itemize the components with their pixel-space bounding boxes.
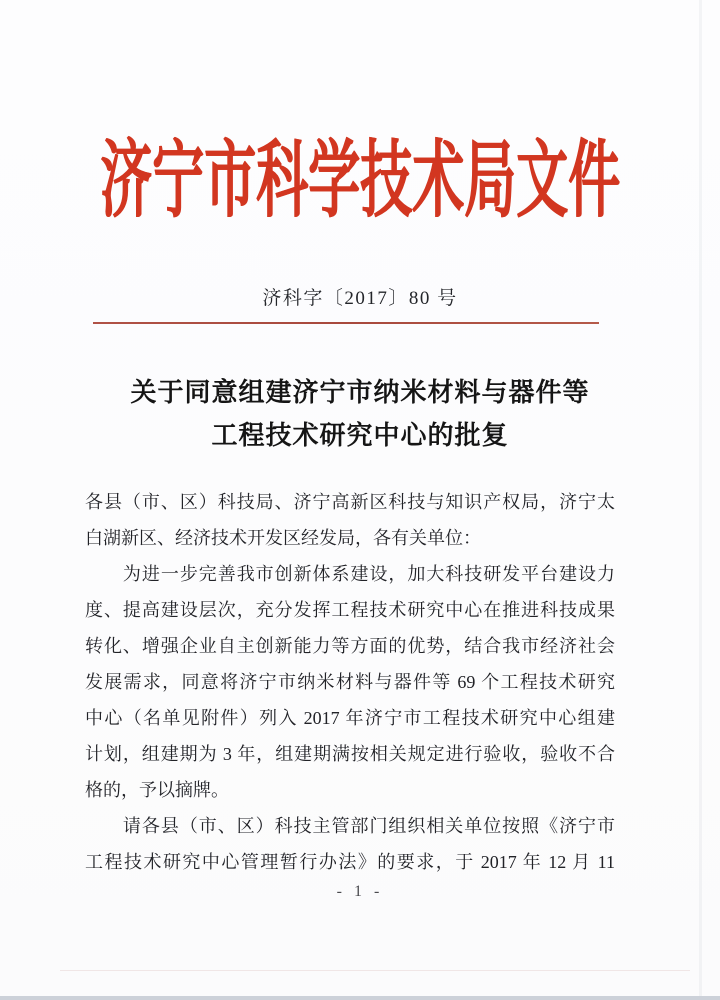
body-line: 请各县（市、区）科技主管部门组织相关单位按照《济宁市 bbox=[85, 816, 615, 836]
document-title bbox=[0, 371, 720, 457]
body-line: 度、提高建设层次，充分发挥工程技术研究中心在推进科技成果 bbox=[85, 600, 615, 620]
body-line: 各县（市、区）科技局、济宁高新区科技与知识产权局，济宁太 bbox=[85, 492, 615, 512]
scan-shadow-artifact bbox=[699, 0, 702, 1000]
body-line: 发展需求，同意将济宁市纳米材料与器件等 69 个工程技术研究 bbox=[85, 672, 615, 692]
body-line: 转化、增强企业自主创新能力等方面的优势，结合我市经济社会 bbox=[85, 636, 615, 656]
body-line: 格的，予以摘牌。 bbox=[85, 780, 229, 800]
body-line: 为进一步完善我市创新体系建设，加大科技研发平台建设力 bbox=[85, 564, 615, 584]
body-line: 白湖新区、经济技术开发区经发局，各有关单位： bbox=[85, 528, 481, 548]
document-title-line-2: 工程技术研究中心的批复 bbox=[211, 421, 509, 450]
body-line: 中心（名单见附件）列入 2017 年济宁市工程技术研究中心组建 bbox=[85, 708, 615, 728]
agency-header-title: 济宁市科学技术局文件 bbox=[99, 136, 620, 229]
document-title-line-1: 关于同意组建济宁市纳米材料与器件等 bbox=[130, 378, 590, 407]
page-number: - 1 - bbox=[336, 883, 384, 900]
body-line: 计划，组建期为 3 年，组建期满按相关规定进行验收，验收不合 bbox=[85, 744, 615, 764]
scan-crease-artifact bbox=[60, 970, 690, 971]
document-body bbox=[85, 484, 615, 880]
scan-bottom-edge-artifact bbox=[0, 996, 720, 1000]
red-separator-line bbox=[93, 322, 599, 324]
body-line: 工程技术研究中心管理暂行办法》的要求，于 2017 年 12 月 11 bbox=[85, 852, 615, 872]
document-number: 济科字〔2017〕80 号 bbox=[262, 288, 458, 309]
